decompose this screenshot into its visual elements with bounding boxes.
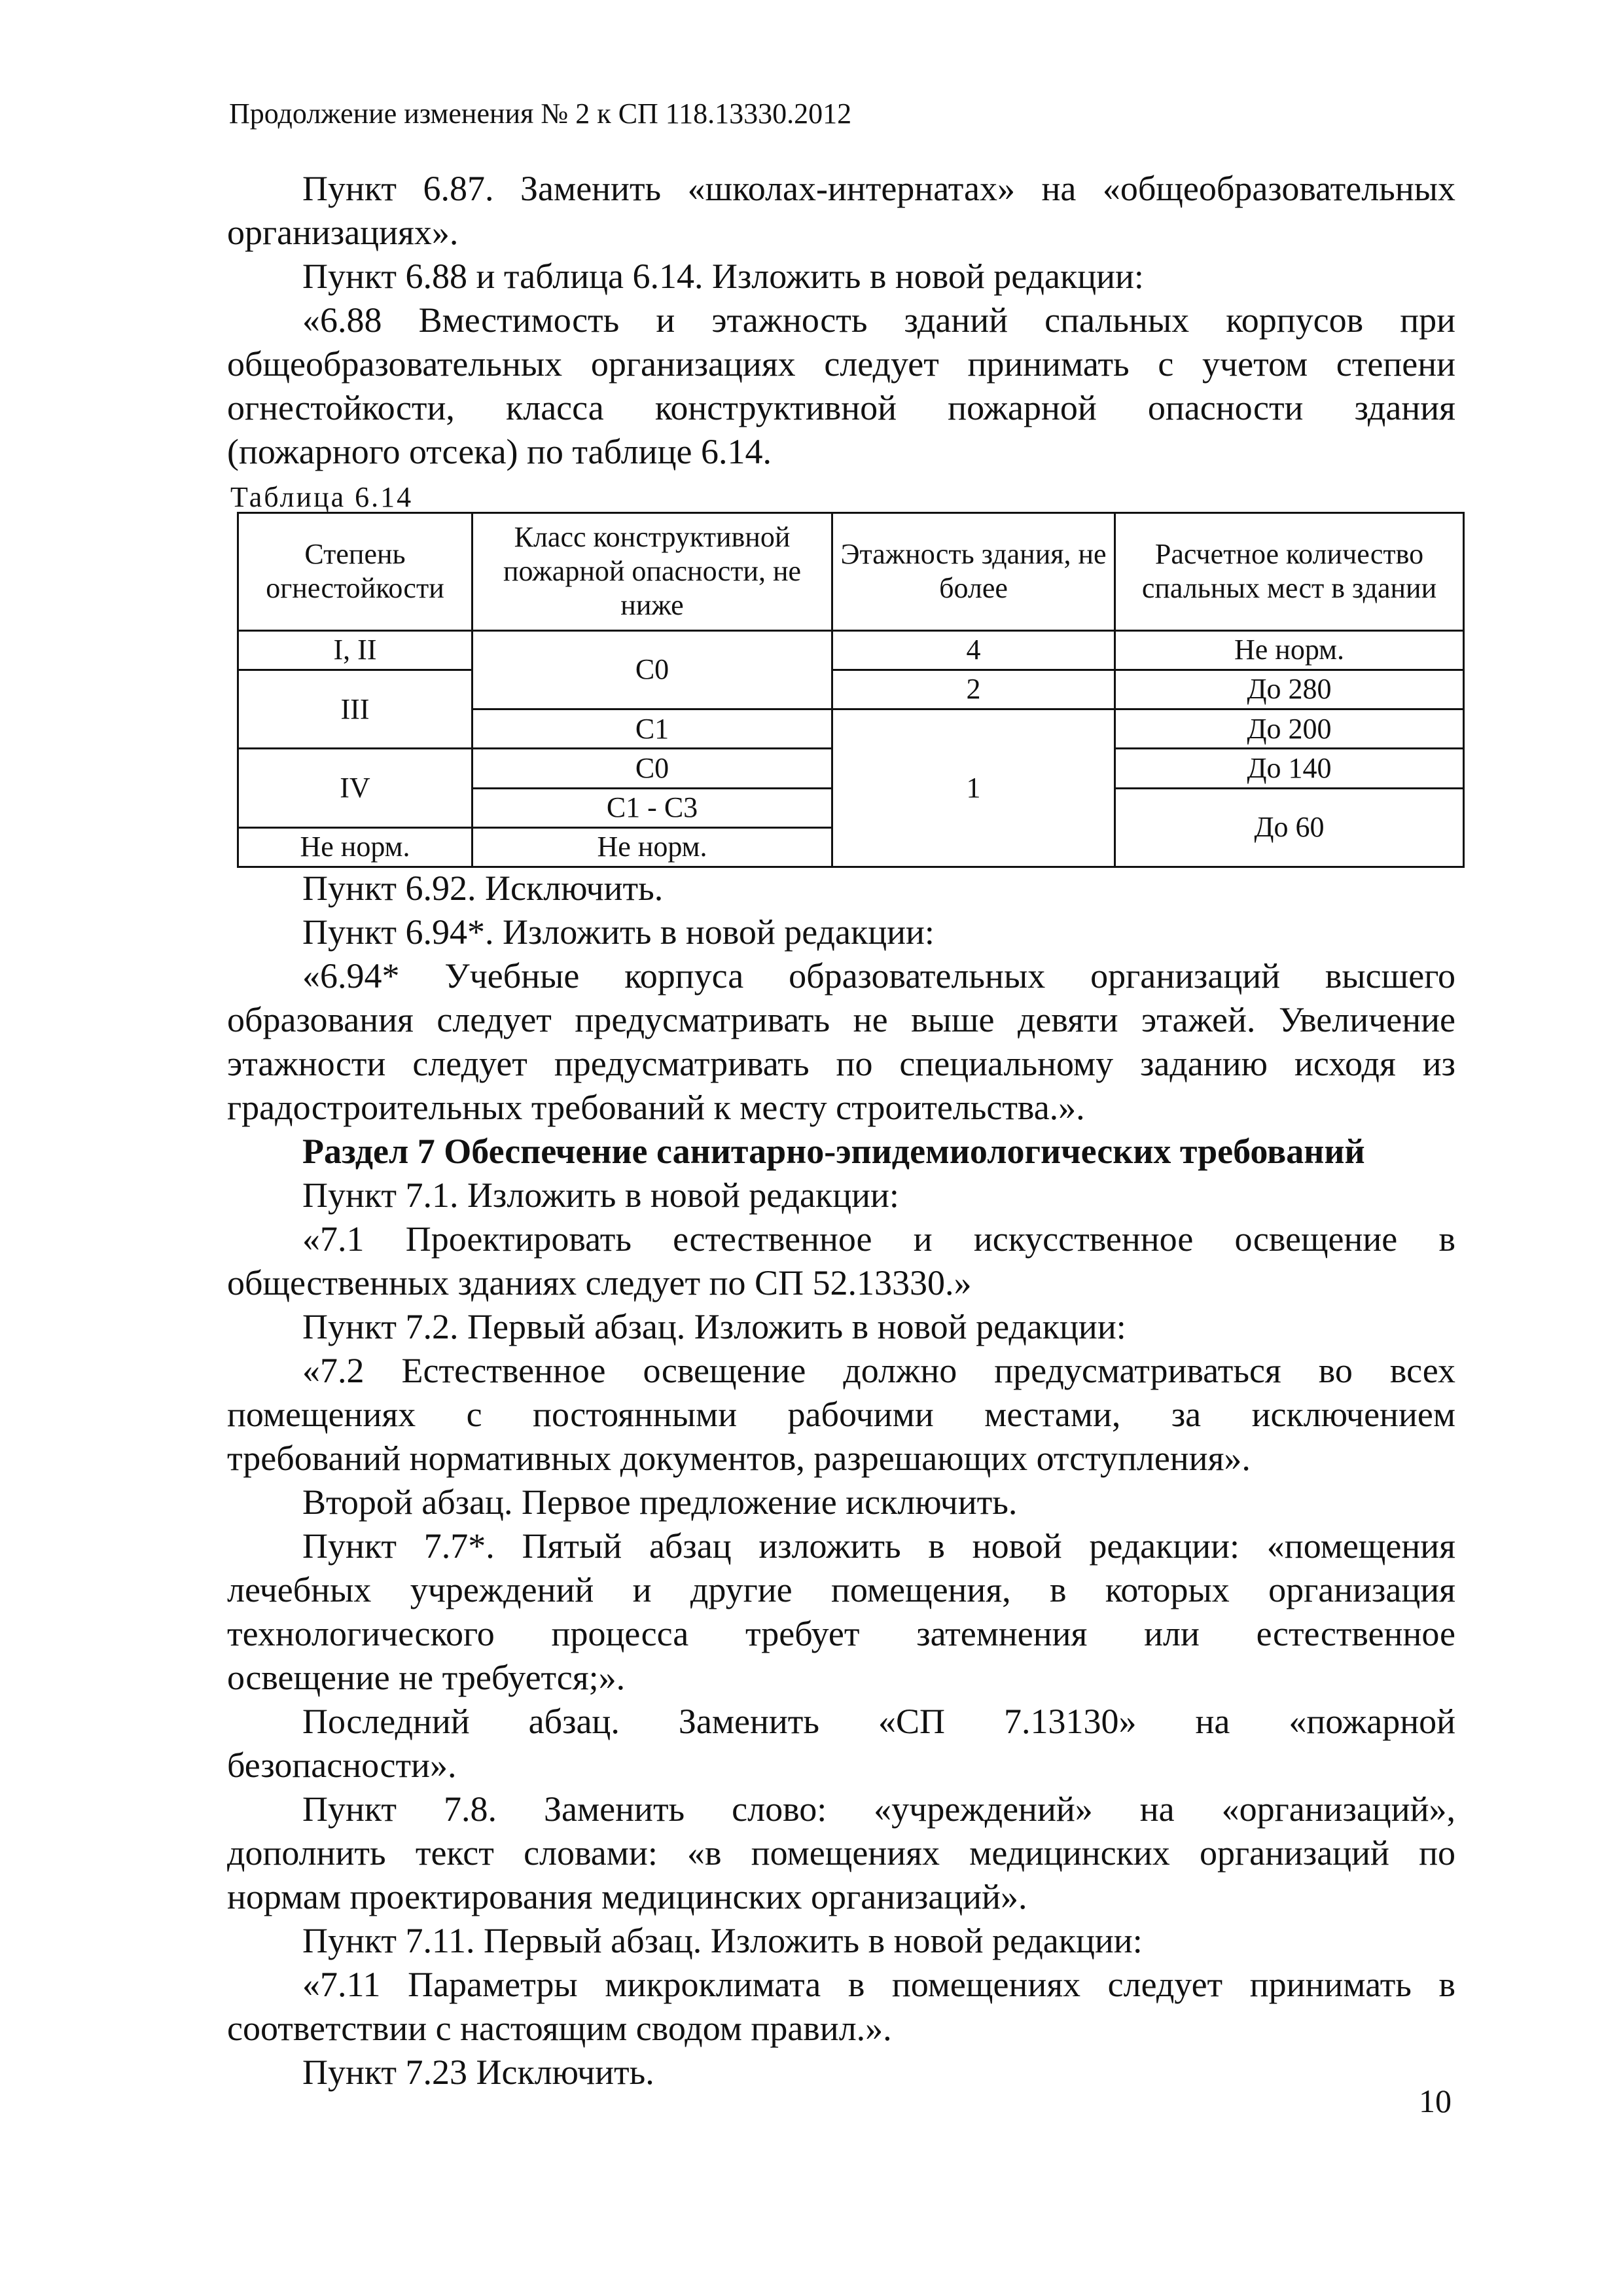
header-fire-hazard-class: Класс конструктивной пожарной опасности, не ниже: [473, 513, 832, 631]
cell-degree-not-normed: Не норм.: [238, 827, 473, 867]
header-sleeping-places: Расчетное количество спальных мест в здании: [1115, 513, 1464, 631]
cell-floors-4: 4: [832, 630, 1115, 670]
paragraph-7-2-line2: помещениях с постоянными рабочими местами, за исключением: [227, 1395, 1455, 1434]
cell-places-not-normed: Не норм.: [1115, 630, 1464, 670]
paragraph-6-94-line4: градостроительных требований к месту строительства.».: [227, 1088, 1085, 1127]
paragraph-6-88-line2: общеобразовательных организациях следует принимать с учетом степени: [227, 344, 1455, 384]
page-number: 10: [1419, 2083, 1452, 2119]
paragraph-7-1-line2: общественных зданиях следует по СП 52.13330.»: [227, 1263, 972, 1302]
paragraph-7-7-line1: Пункт 7.7*. Пятый абзац изложить в новой редакции: «помещения: [302, 1526, 1455, 1566]
running-header: Продолжение изменения № 2 к СП 118.13330.2012: [229, 98, 852, 130]
cell-places-280: До 280: [1115, 670, 1464, 709]
table-row: [238, 630, 1464, 670]
paragraph-6-88-heading: Пункт 6.88 и таблица 6.14. Изложить в новой редакции:: [302, 257, 1144, 296]
cell-floors-2: 2: [832, 670, 1115, 709]
cell-class-not-normed: Не норм.: [473, 827, 832, 867]
paragraph-last-line1: Последний абзац. Заменить «СП 7.13130» на «пожарной: [302, 1702, 1455, 1741]
cell-degree-i-ii: I, II: [238, 630, 473, 670]
paragraph-7-2-second: Второй абзац. Первое предложение исключить.: [302, 1482, 1018, 1522]
header-fire-resistance: Степень огнестойкости: [238, 513, 473, 631]
paragraph-6-94-line2: образования следует предусматривать не выше девяти этажей. Увеличение: [227, 1000, 1455, 1039]
paragraph-7-11-line1: «7.11 Параметры микроклимата в помещениях следует принимать в: [302, 1965, 1455, 2004]
paragraph-6-87: Пункт 6.87. Заменить «школах-интернатах» на «общеобразовательных: [302, 169, 1455, 208]
cell-class-c0: С0: [473, 630, 832, 709]
paragraph-7-1-line1: «7.1 Проектировать естественное и искусственное освещение в: [302, 1219, 1455, 1259]
paragraph-7-23: Пункт 7.23 Исключить.: [302, 2053, 654, 2092]
table-caption: Таблица 6.14: [230, 481, 414, 513]
intro-text: [227, 167, 1455, 474]
cell-places-140: До 140: [1115, 749, 1464, 788]
paragraph-7-2-line1: «7.2 Естественное освещение должно предусматриваться во всех: [302, 1351, 1455, 1390]
cell-class-c0-iv: С0: [473, 749, 832, 788]
paragraph-6-94-line1: «6.94* Учебные корпуса образовательных организаций высшего: [302, 956, 1455, 996]
cell-class-c1: С1: [473, 709, 832, 749]
paragraph-6-92: Пункт 6.92. Исключить.: [302, 869, 664, 908]
paragraph-7-7-line2: лечебных учреждений и другие помещения, в которых организация: [227, 1570, 1455, 1609]
paragraph-7-11-line2: соответствии с настоящим сводом правил.».: [227, 2009, 892, 2048]
cell-floors-1: 1: [832, 709, 1115, 867]
table-header-row: [238, 513, 1464, 631]
paragraph-6-88-line4: (пожарного отсека) по таблице 6.14.: [227, 432, 772, 471]
cell-places-200: До 200: [1115, 709, 1464, 749]
cell-degree-iii: III: [238, 670, 473, 748]
paragraph-7-8-line3: нормам проектирования медицинских организаций».: [227, 1877, 1027, 1916]
cell-places-60: До 60: [1115, 788, 1464, 867]
paragraph-6-94-line3: этажности следует предусматривать по специальному заданию исходя из: [227, 1044, 1455, 1083]
paragraph-6-94-heading: Пункт 6.94*. Изложить в новой редакции:: [302, 912, 935, 952]
cell-degree-iv: IV: [238, 749, 473, 827]
table-6-14: [237, 512, 1465, 868]
paragraph-6-88-line1: «6.88 Вместимость и этажность зданий спальных корпусов при: [302, 300, 1455, 340]
paragraph-6-87-cont: организациях».: [227, 213, 459, 252]
paragraph-7-2-heading: Пункт 7.2. Первый абзац. Изложить в новой редакции:: [302, 1307, 1126, 1346]
main-text: [227, 867, 1455, 2094]
header-floors: Этажность здания, не более: [832, 513, 1115, 631]
paragraph-7-8-line1: Пункт 7.8. Заменить слово: «учреждений» на «организаций»,: [302, 1789, 1455, 1829]
paragraph-last-line2: безопасности».: [227, 1746, 457, 1785]
cell-class-c1-c3: С1 - С3: [473, 788, 832, 827]
paragraph-6-88-line3: огнестойкости, класса конструктивной пожарной опасности здания: [227, 388, 1455, 427]
section-7-heading: Раздел 7 Обеспечение санитарно-эпидемиологических требований: [302, 1132, 1365, 1171]
paragraph-7-7-line3: технологического процесса требует затемнения или естественное: [227, 1614, 1455, 1653]
paragraph-7-7-line4: освещение не требуется;».: [227, 1658, 626, 1697]
paragraph-7-2-line3: требований нормативных документов, разрешающих отступления».: [227, 1439, 1251, 1478]
table-row: [238, 670, 1464, 709]
paragraph-7-1-heading: Пункт 7.1. Изложить в новой редакции:: [302, 1175, 899, 1215]
paragraph-7-11-heading: Пункт 7.11. Первый абзац. Изложить в новой редакции:: [302, 1921, 1143, 1960]
paragraph-7-8-line2: дополнить текст словами: «в помещениях медицинских организаций по: [227, 1833, 1455, 1873]
